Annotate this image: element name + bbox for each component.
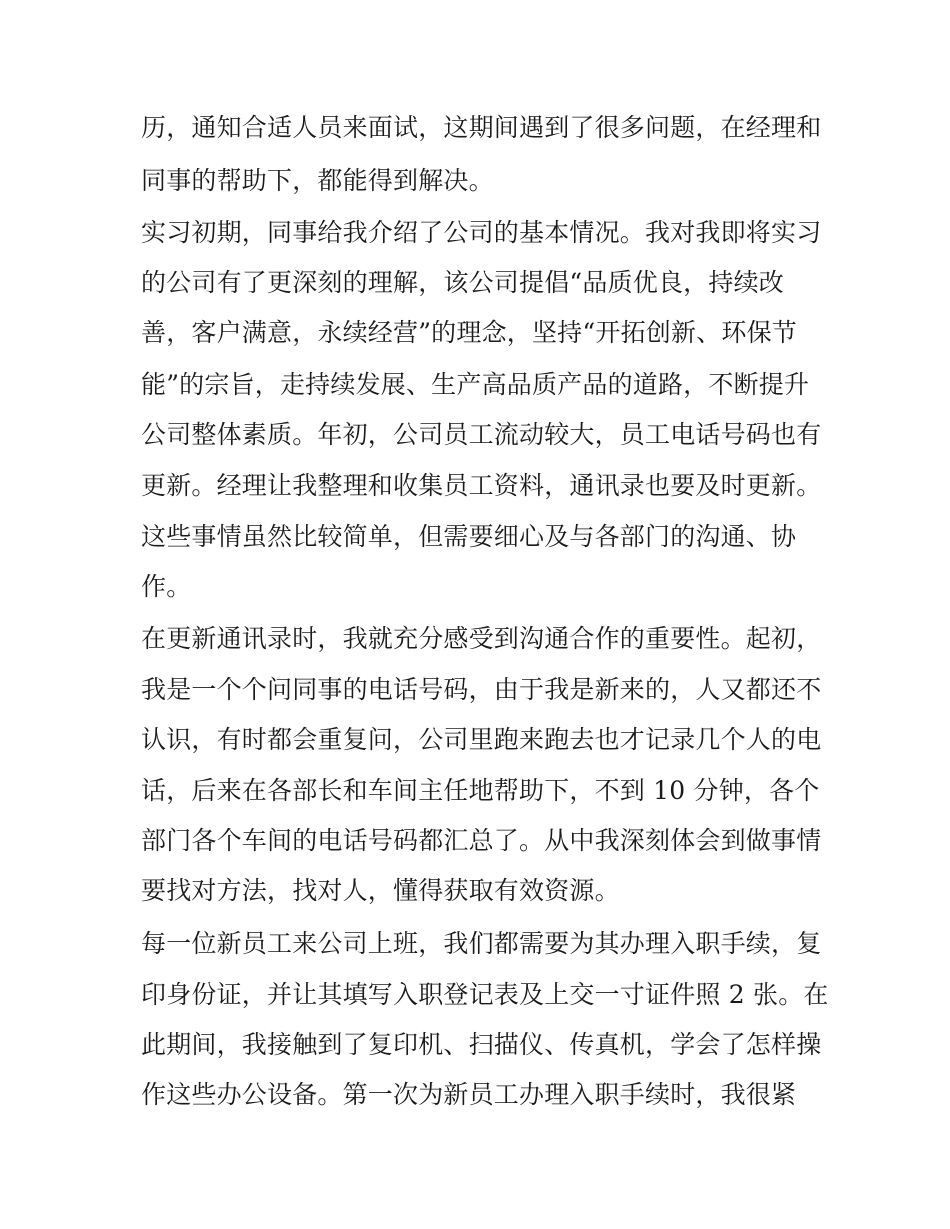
text-line: 我是一个个问同事的电话号码，由于我是新来的，人又都还不 [141, 675, 822, 704]
text-line: 印身份证，并让其填写入职登记表及上交一寸证件照 2 张。在 [141, 980, 829, 1009]
text-line: 此期间，我接触到了复印机、扫描仪、传真机，学会了怎样操 [141, 1030, 822, 1059]
text-line: 认识，有时都会重复问，公司里跑来跑去也才记录几个人的电 [141, 725, 822, 754]
text-line: 要找对方法，找对人，懂得获取有效资源。 [141, 876, 620, 905]
text-line: 公司整体素质。年初，公司员工流动较大，员工电话号码也有 [141, 420, 822, 449]
text-line: 能”的宗旨，走持续发展、生产高品质产品的道路，不断提升 [141, 370, 810, 399]
text-line: 这些事情虽然比较简单，但需要细心及与各部门的沟通、协 [141, 522, 797, 551]
text-line: 部门各个车间的电话号码都汇总了。从中我深刻体会到做事情 [141, 826, 822, 855]
text-line: 在更新通讯录时，我就充分感受到沟通合作的重要性。起初， [141, 624, 822, 653]
text-line: 善，客户满意，永续经营”的理念，坚持“开拓创新、环保节 [141, 318, 797, 347]
text-line: 作这些办公设备。第一次为新员工办理入职手续时，我很紧 [141, 1080, 797, 1109]
text-line: 更新。经理让我整理和收集员工资料，通讯录也要及时更新。 [141, 471, 822, 500]
text-line: 作。 [141, 572, 192, 601]
text-line: 的公司有了更深刻的理解，该公司提倡“品质优良，持续改 [141, 268, 784, 297]
text-line: 话，后来在各部长和车间主任地帮助下，不到 10 分钟，各个 [141, 776, 820, 805]
text-line: 同事的帮助下，都能得到解决。 [141, 166, 494, 195]
text-line: 每一位新员工来公司上班，我们都需要为其办理入职手续，复 [141, 929, 822, 958]
text-line: 历，通知合适人员来面试，这期间遇到了很多问题，在经理和 [141, 113, 822, 142]
text-line: 实习初期，同事给我介绍了公司的基本情况。我对我即将实习 [141, 218, 822, 247]
